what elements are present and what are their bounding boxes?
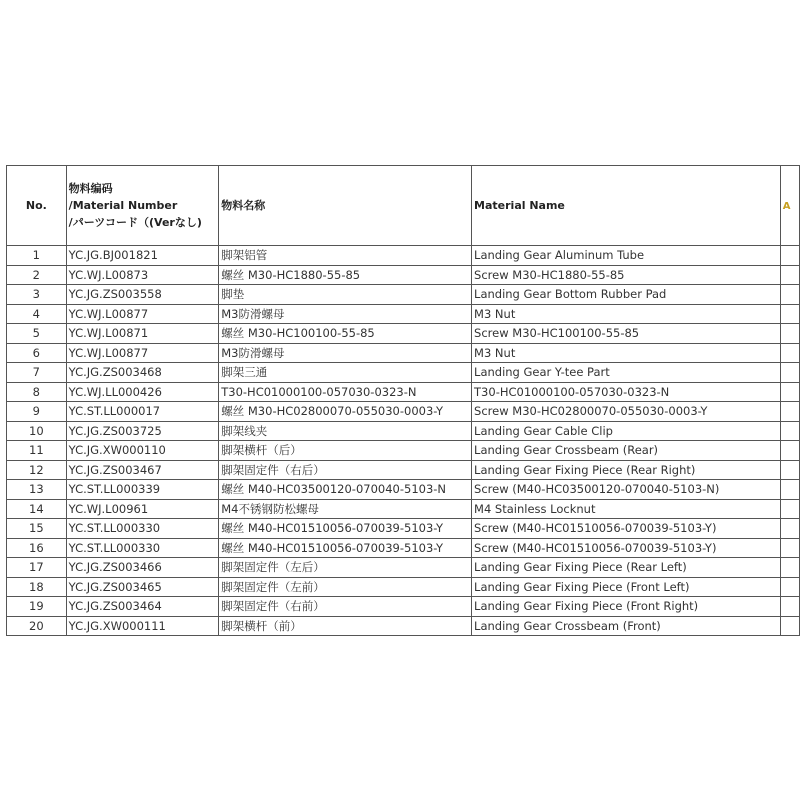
row-extra — [780, 480, 799, 500]
row-extra — [780, 499, 799, 519]
table-row — [7, 265, 800, 285]
row-material-name-cn: 螺丝 M40-HC03500120-070040-5103-N — [219, 480, 472, 500]
row-material-number: YC.JG.ZS003558 — [66, 285, 219, 305]
row-no: 15 — [7, 519, 67, 539]
table-row — [7, 441, 800, 461]
header-material-number-line-2: /Material Number — [68, 199, 178, 212]
row-material-number: YC.WJ.L00873 — [66, 265, 219, 285]
row-no: 11 — [7, 441, 67, 461]
row-no: 19 — [7, 597, 67, 617]
row-material-name-en: M3 Nut — [472, 343, 781, 363]
table-row — [7, 480, 800, 500]
table-row — [7, 616, 800, 636]
table-row — [7, 363, 800, 383]
row-no: 3 — [7, 285, 67, 305]
row-extra — [780, 402, 799, 422]
row-material-name-en: Screw (M40-HC01510056-070039-5103-Y) — [472, 519, 781, 539]
row-material-name-en: Landing Gear Bottom Rubber Pad — [472, 285, 781, 305]
row-material-name-en: Landing Gear Fixing Piece (Rear Right) — [472, 460, 781, 480]
header-material-name-cn: 物料名称 — [219, 166, 472, 246]
row-material-name-en: Landing Gear Fixing Piece (Front Right) — [472, 597, 781, 617]
row-material-name-en: Landing Gear Aluminum Tube — [472, 246, 781, 266]
row-material-name-en: Screw (M40-HC03500120-070040-5103-N) — [472, 480, 781, 500]
row-material-number: YC.WJ.L00871 — [66, 324, 219, 344]
row-extra — [780, 597, 799, 617]
table-row — [7, 382, 800, 402]
table-row — [7, 499, 800, 519]
header-row — [7, 166, 800, 246]
row-no: 9 — [7, 402, 67, 422]
row-material-number: YC.WJ.L00961 — [66, 499, 219, 519]
table-row — [7, 558, 800, 578]
row-no: 8 — [7, 382, 67, 402]
row-material-number: YC.WJ.LL000426 — [66, 382, 219, 402]
row-material-number: YC.ST.LL000339 — [66, 480, 219, 500]
row-material-name-cn: M3防滑螺母 — [219, 343, 472, 363]
row-material-number: YC.WJ.L00877 — [66, 304, 219, 324]
row-no: 6 — [7, 343, 67, 363]
table-row — [7, 246, 800, 266]
row-extra — [780, 421, 799, 441]
row-material-number: YC.JG.ZS003465 — [66, 577, 219, 597]
parts-table — [6, 165, 800, 636]
row-material-number: YC.ST.LL000017 — [66, 402, 219, 422]
header-material-number-line-3: /パーツコード（(Verなし) — [68, 216, 202, 229]
row-material-name-cn: 脚垫 — [219, 285, 472, 305]
row-no: 4 — [7, 304, 67, 324]
row-material-name-cn: 脚架横杆（后） — [219, 441, 472, 461]
table-row — [7, 538, 800, 558]
row-no: 14 — [7, 499, 67, 519]
row-extra — [780, 363, 799, 383]
row-no: 20 — [7, 616, 67, 636]
row-material-number: YC.JG.ZS003464 — [66, 597, 219, 617]
row-material-name-en: T30-HC01000100-057030-0323-N — [472, 382, 781, 402]
row-extra — [780, 558, 799, 578]
row-material-name-en: Screw M30-HC1880-55-85 — [472, 265, 781, 285]
row-no: 1 — [7, 246, 67, 266]
table-row — [7, 324, 800, 344]
row-material-name-cn: 螺丝 M30-HC100100-55-85 — [219, 324, 472, 344]
row-material-name-cn: 脚架横杆（前） — [219, 616, 472, 636]
header-material-number — [66, 166, 219, 246]
row-extra — [780, 441, 799, 461]
row-material-number: YC.WJ.L00877 — [66, 343, 219, 363]
row-material-number: YC.JG.BJ001821 — [66, 246, 219, 266]
row-material-name-cn: T30-HC01000100-057030-0323-N — [219, 382, 472, 402]
row-material-name-cn: 脚架线夹 — [219, 421, 472, 441]
row-material-number: YC.JG.ZS003468 — [66, 363, 219, 383]
row-no: 7 — [7, 363, 67, 383]
row-material-name-cn: 螺丝 M40-HC01510056-070039-5103-Y — [219, 519, 472, 539]
header-no: No. — [7, 166, 67, 246]
table-row — [7, 421, 800, 441]
row-extra — [780, 538, 799, 558]
table-row — [7, 597, 800, 617]
row-material-number: YC.JG.XW000110 — [66, 441, 219, 461]
row-extra — [780, 265, 799, 285]
table-row — [7, 304, 800, 324]
row-no: 17 — [7, 558, 67, 578]
row-extra — [780, 519, 799, 539]
row-material-number: YC.JG.XW000111 — [66, 616, 219, 636]
row-material-name-cn: 螺丝 M30-HC02800070-055030-0003-Y — [219, 402, 472, 422]
row-material-name-cn: 脚架三通 — [219, 363, 472, 383]
row-no: 2 — [7, 265, 67, 285]
row-extra — [780, 577, 799, 597]
row-no: 5 — [7, 324, 67, 344]
row-extra — [780, 616, 799, 636]
row-material-name-en: Landing Gear Fixing Piece (Front Left) — [472, 577, 781, 597]
row-material-name-en: Screw (M40-HC01510056-070039-5103-Y) — [472, 538, 781, 558]
table-row — [7, 577, 800, 597]
row-material-number: YC.JG.ZS003725 — [66, 421, 219, 441]
row-material-name-en: Landing Gear Fixing Piece (Rear Left) — [472, 558, 781, 578]
row-extra — [780, 382, 799, 402]
row-no: 18 — [7, 577, 67, 597]
row-extra — [780, 285, 799, 305]
row-material-number: YC.JG.ZS003466 — [66, 558, 219, 578]
row-material-name-cn: 脚架固定件（右后） — [219, 460, 472, 480]
row-extra — [780, 304, 799, 324]
row-material-name-en: Landing Gear Crossbeam (Rear) — [472, 441, 781, 461]
header-extra — [780, 166, 799, 246]
row-material-name-en: M4 Stainless Locknut — [472, 499, 781, 519]
row-no: 13 — [7, 480, 67, 500]
row-material-number: YC.ST.LL000330 — [66, 538, 219, 558]
row-material-name-cn: 脚架铝管 — [219, 246, 472, 266]
row-material-name-cn: M4不锈钢防松螺母 — [219, 499, 472, 519]
table-row — [7, 519, 800, 539]
row-material-name-en: M3 Nut — [472, 304, 781, 324]
row-extra — [780, 246, 799, 266]
row-extra — [780, 460, 799, 480]
row-no: 16 — [7, 538, 67, 558]
row-material-name-en: Screw M30-HC100100-55-85 — [472, 324, 781, 344]
row-extra — [780, 343, 799, 363]
header-material-number-line-1: 物料编码 — [68, 182, 113, 195]
row-material-name-cn: 脚架固定件（左后） — [219, 558, 472, 578]
row-material-name-cn: 螺丝 M30-HC1880-55-85 — [219, 265, 472, 285]
header-extra-label: A — [782, 200, 791, 212]
table-row — [7, 402, 800, 422]
row-material-name-en: Screw M30-HC02800070-055030-0003-Y — [472, 402, 781, 422]
table-row — [7, 285, 800, 305]
row-material-name-en: Landing Gear Cable Clip — [472, 421, 781, 441]
row-material-name-cn: 脚架固定件（右前） — [219, 597, 472, 617]
row-extra — [780, 324, 799, 344]
table-row — [7, 460, 800, 480]
header-material-name-en: Material Name — [472, 166, 781, 246]
row-material-name-cn: M3防滑螺母 — [219, 304, 472, 324]
row-material-name-en: Landing Gear Crossbeam (Front) — [472, 616, 781, 636]
row-no: 12 — [7, 460, 67, 480]
row-no: 10 — [7, 421, 67, 441]
table-row — [7, 343, 800, 363]
row-material-name-en: Landing Gear Y-tee Part — [472, 363, 781, 383]
row-material-number: YC.JG.ZS003467 — [66, 460, 219, 480]
row-material-number: YC.ST.LL000330 — [66, 519, 219, 539]
row-material-name-cn: 脚架固定件（左前） — [219, 577, 472, 597]
row-material-name-cn: 螺丝 M40-HC01510056-070039-5103-Y — [219, 538, 472, 558]
